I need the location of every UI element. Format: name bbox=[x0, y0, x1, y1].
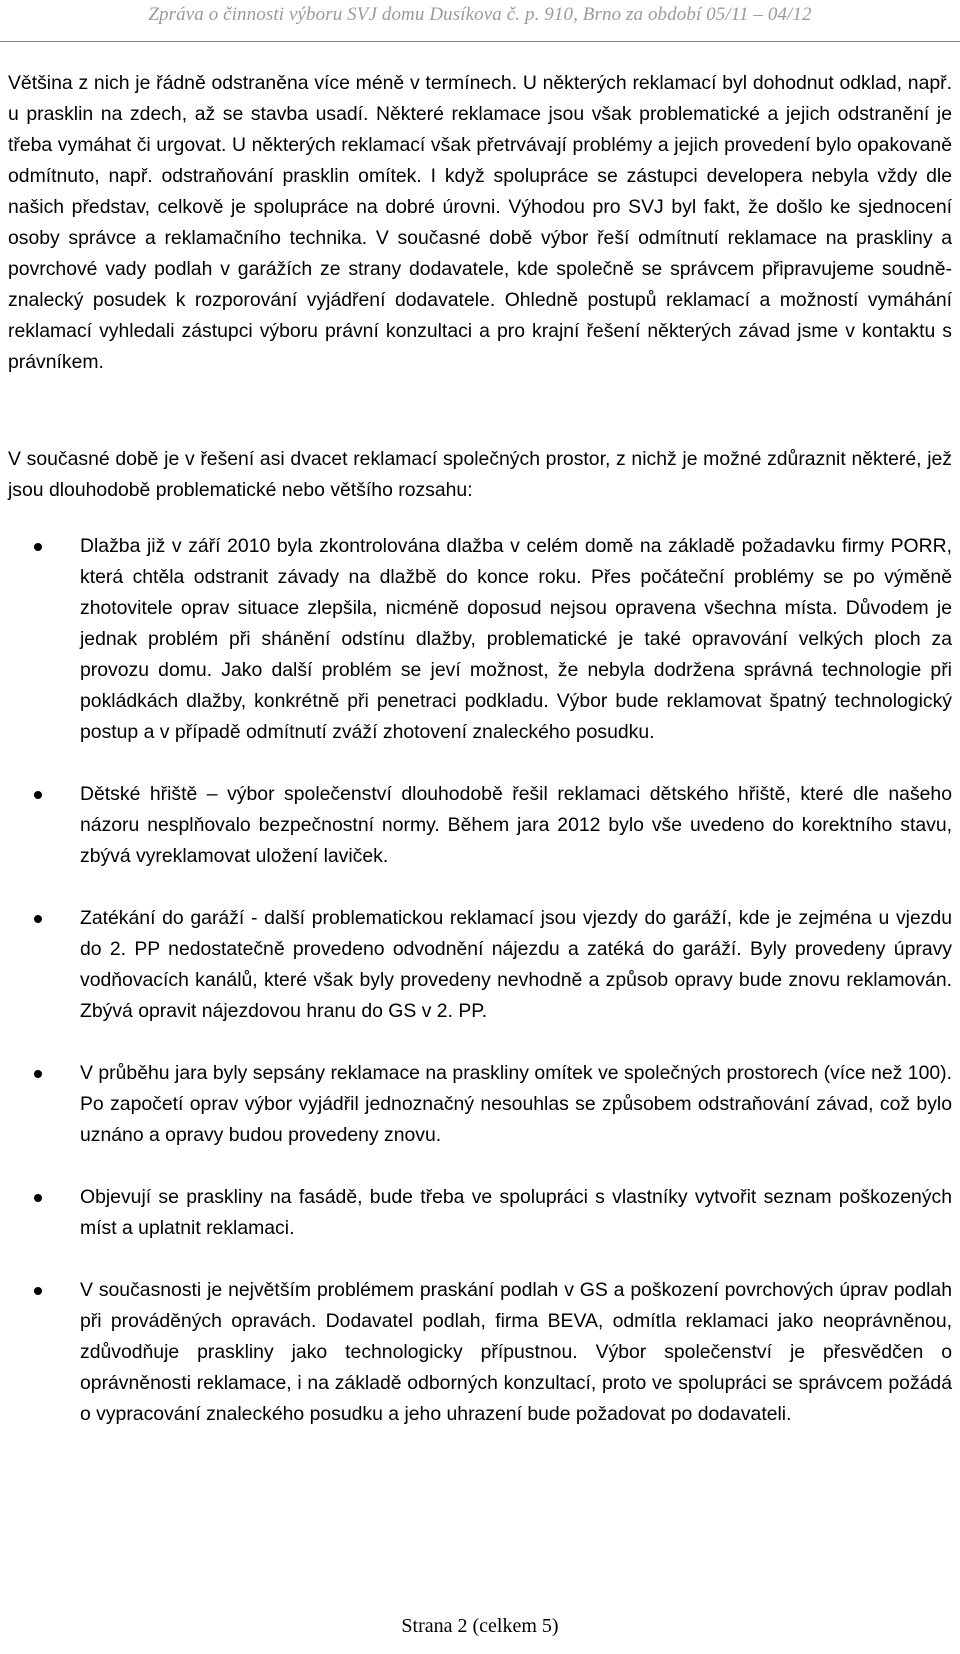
list-item bbox=[0, 531, 960, 748]
list-item-text: V průběhu jara byly sepsány reklamace na praskliny omítek ve společných prostorech (více než 100). Po započetí oprav výbor vyjádřil jednoznačný nesouhlas se způsobem odstraňování závad, což bylo uznáno a opravy budou provedeny znovu. bbox=[80, 1062, 952, 1146]
list-item-text: Zatékání do garáží - další problematickou reklamací jsou vjezdy do garáží, kde je zejména u vjezdu do 2. PP nedostatečně provedeno odvodnění nájezdu a zatéká do garáží. Byly provedeny úpravy vodňovacích kanálů, které však byly provedeny nevhodně a způsob opravy bude znovu reklamován. Zbývá opravit nájezdovou hranu do GS v 2. PP. bbox=[80, 907, 952, 1022]
list-item bbox=[0, 1058, 960, 1151]
bullet-icon bbox=[34, 1070, 42, 1078]
header-divider bbox=[0, 41, 960, 42]
bullet-icon bbox=[34, 915, 42, 923]
list-item bbox=[0, 1182, 960, 1244]
bullet-icon bbox=[34, 543, 42, 551]
list-item-text: V současnosti je největším problémem praskání podlah v GS a poškození povrchových úprav podlah při prováděných opravách. Dodavatel podlah, firma BEVA, odmítla reklamaci jako neoprávněnou, zdůvodňuje praskliny jako technologicky přípustnou. Výbor společenství je přesvědčen o oprávněnosti reklamace, i na základě odborných konzultací, proto ve spolupráci se správcem požádá o vypracování znaleckého posudku a jeho uhrazení bude požadovat po dodavateli. bbox=[80, 1279, 952, 1425]
list-item bbox=[0, 779, 960, 872]
list-item-text: Dlažba již v září 2010 byla zkontrolována dlažba v celém domě na základě požadavku firmy PORR, která chtěla odstranit závady na dlažbě do konce roku. Přes počáteční problémy se po výměně zhotovitele oprav situace zlepšila, nicméně doposud nejsou opravena všechna místa. Důvodem je jednak problém při shánění odstínu dlažby, problematické je také opravování velkých ploch za provozu domu. Jako další problém se jeví možnost, že nebyla dodržena správná technologie při pokládkách dlažby, konkrétně při penetraci podkladu. Výbor bude reklamovat špatný technologický postup a v případě odmítnutí zváží zhotovení znaleckého posudku. bbox=[80, 535, 952, 743]
bullet-icon bbox=[34, 1287, 42, 1295]
list-item-text: Objevují se praskliny na fasádě, bude třeba ve spolupráci s vlastníky vytvořit seznam poškozených míst a uplatnit reklamaci. bbox=[80, 1186, 952, 1239]
bullet-icon bbox=[34, 791, 42, 799]
paragraph-list-intro: V současné době je v řešení asi dvacet reklamací společných prostor, z nichž je možné zdůraznit některé, jež jsou dlouhodobě problematické nebo většího rozsahu: bbox=[8, 448, 952, 501]
list-item-text: Dětské hřiště – výbor společenství dlouhodobě řešil reklamaci dětského hřiště, které dle našeho názoru nesplňovalo bezpečnostní normy. Během jara 2012 bylo vše uvedeno do korektního stavu, zbývá vyreklamovat uložení laviček. bbox=[80, 783, 952, 867]
page-number: Strana 2 (celkem 5) bbox=[401, 1615, 559, 1637]
page-header: Zpráva o činnosti výboru SVJ domu Dusíkova č. p. 910, Brno za období 05/11 – 04/12 bbox=[148, 4, 812, 25]
bullet-icon bbox=[34, 1194, 42, 1202]
list-item bbox=[0, 903, 960, 1027]
paragraph-intro: Většina z nich je řádně odstraněna více méně v termínech. U některých reklamací byl dohodnut odklad, např. u prasklin na zdech, až se stavba usadí. Některé reklamace jsou však problematické a jejich odstranění je třeba vymáhat či urgovat. U některých reklamací však přetrvávají problémy a jejich provedení bylo opakovaně odmítnuto, např. odstraňování prasklin omítek. I když spolupráce se zástupci developera nebyla vždy dle našich představ, celkově je spolupráce na dobré úrovni. Výhodou pro SVJ byl fakt, že došlo ke sjednocení osoby správce a reklamačního technika. V současné době výbor řeší odmítnutí reklamace na praskliny a povrchové vady podlah v garážích ze strany dodavatele, kde společně se správcem připravujeme soudně-znalecký posudek k rozporování vyjádření dodavatele. Ohledně postupů reklamací a možností vymáhání reklamací vyhledali zástupci výboru právní konzultaci a pro krajní řešení některých závad jsme v kontaktu s právníkem. bbox=[8, 72, 952, 373]
issues-list bbox=[0, 531, 960, 1461]
list-item bbox=[0, 1275, 960, 1430]
